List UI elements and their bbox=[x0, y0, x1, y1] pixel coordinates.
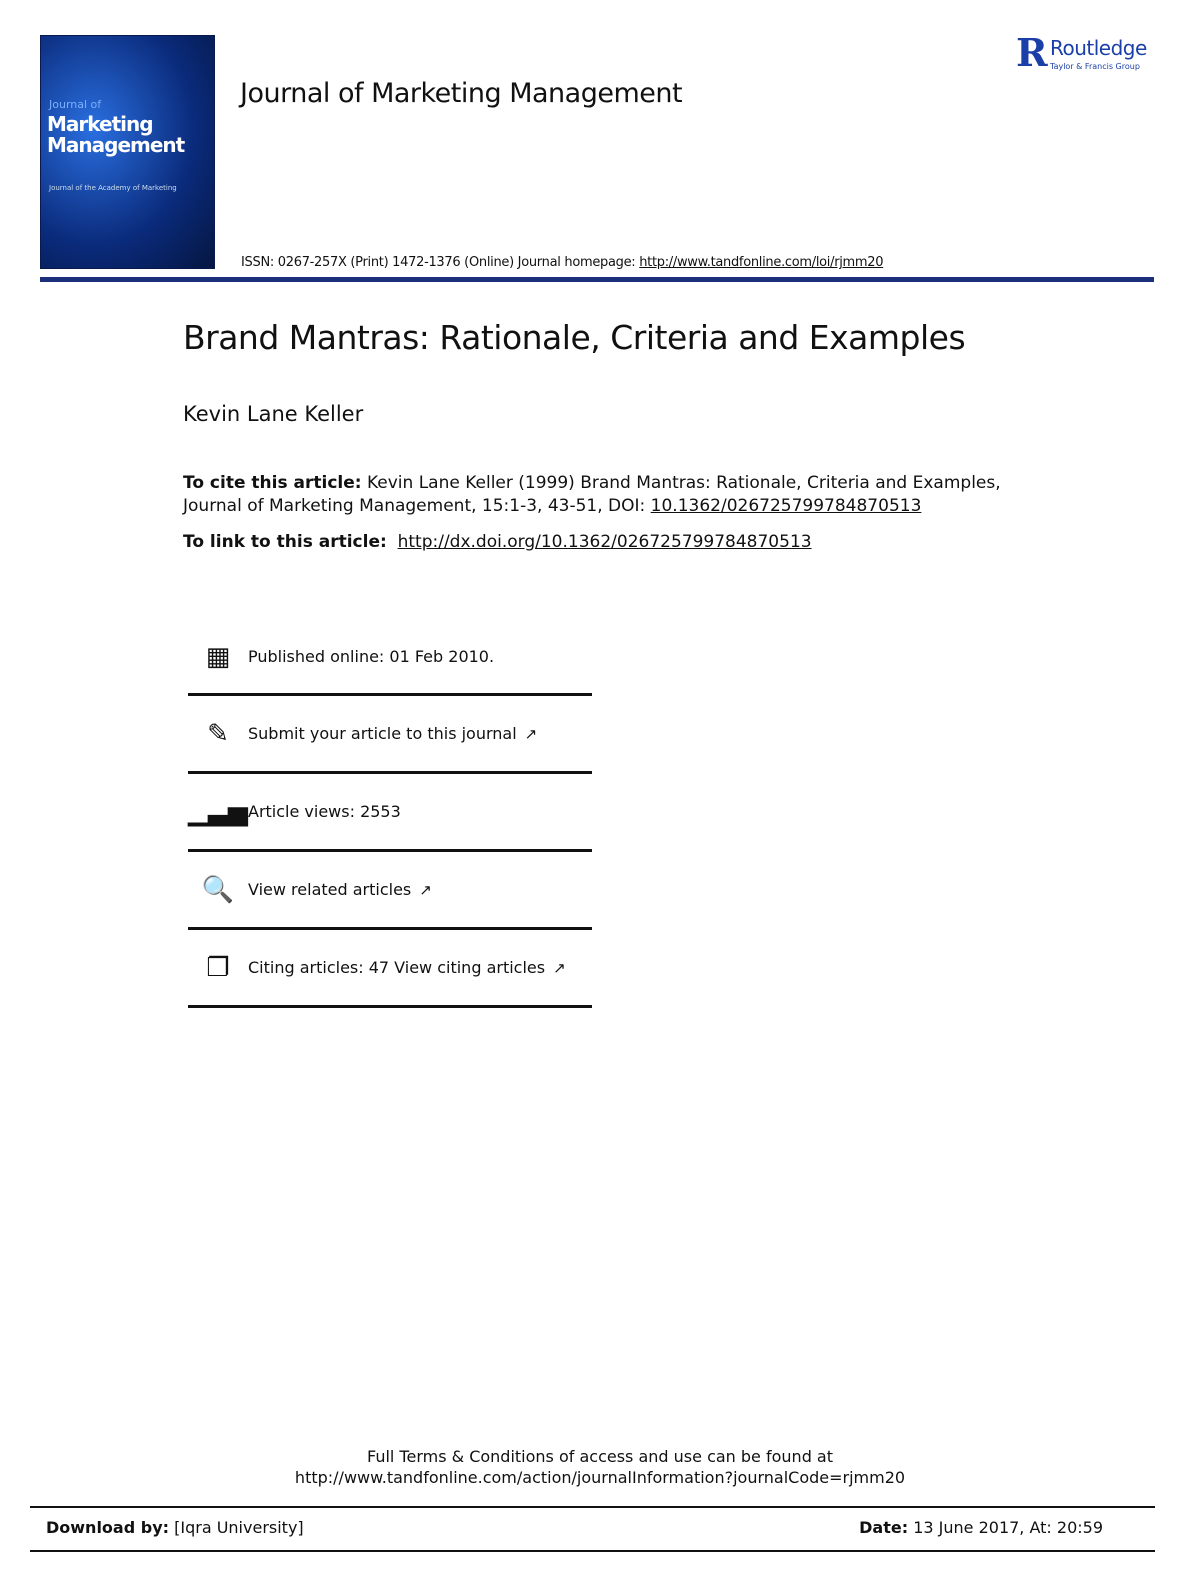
article-title: Brand Mantras: Rationale, Criteria and Examples bbox=[183, 318, 966, 357]
journal-cover-image bbox=[40, 35, 215, 269]
search-document-icon: 🔍 bbox=[201, 874, 235, 905]
article-link-line bbox=[183, 532, 812, 552]
external-link-icon: ↗ bbox=[553, 958, 566, 977]
download-by bbox=[46, 1518, 304, 1537]
published-text: Published online: 01 Feb 2010. bbox=[248, 647, 495, 666]
cite-text: Kevin Lane Keller (1999) Brand Mantras: Rationale, Criteria and Examples, Journal of Marketing Management, 15:1-3, 43-51, DOI: bbox=[183, 473, 1001, 516]
header-rule bbox=[40, 277, 1154, 282]
bar-chart-icon: ▁▃▅ bbox=[188, 796, 248, 827]
article-author: Kevin Lane Keller bbox=[183, 402, 364, 426]
external-link-icon: ↗ bbox=[524, 724, 538, 743]
publisher-name: Routledge bbox=[1050, 36, 1147, 60]
doi-link[interactable]: 10.1362/026725799784870513 bbox=[650, 496, 922, 516]
views-row bbox=[188, 774, 592, 852]
copy-documents-icon: ❐ bbox=[206, 952, 230, 983]
publisher-tagline: Taylor & Francis Group bbox=[1050, 62, 1140, 71]
terms-url[interactable]: http://www.tandfonline.com/action/journalInformation?journalCode=rjmm20 bbox=[294, 1468, 906, 1487]
related-text: View related articles bbox=[248, 880, 412, 899]
download-footer bbox=[30, 1506, 1155, 1552]
download-value: [Iqra University] bbox=[169, 1518, 304, 1537]
download-label: Download by: bbox=[46, 1518, 170, 1537]
issn-line bbox=[241, 255, 883, 270]
submit-text: Submit your article to this journal bbox=[248, 724, 517, 743]
terms-line1: Full Terms & Conditions of access and use can be found at bbox=[366, 1447, 834, 1466]
cover-journal: Journal of bbox=[49, 98, 102, 111]
related-articles-link[interactable] bbox=[188, 852, 592, 930]
date-label: Date: bbox=[859, 1518, 909, 1537]
article-link[interactable]: http://dx.doi.org/10.1362/026725799784870513 bbox=[397, 532, 812, 552]
views-text: Article views: 2553 bbox=[248, 802, 401, 821]
edit-icon: ✎ bbox=[207, 718, 229, 749]
cite-label: To cite this article: bbox=[183, 473, 362, 493]
external-link-icon: ↗ bbox=[419, 880, 432, 899]
download-date bbox=[859, 1518, 1103, 1537]
published-row bbox=[188, 620, 592, 696]
link-label: To link to this article: bbox=[183, 532, 387, 552]
terms-notice bbox=[0, 1446, 1200, 1488]
date-value: 13 June 2017, At: 20:59 bbox=[908, 1518, 1103, 1537]
calendar-icon: ▦ bbox=[205, 641, 231, 672]
cover-name: Marketing Management bbox=[47, 112, 185, 157]
article-meta-list bbox=[188, 620, 592, 1008]
citation bbox=[183, 472, 1003, 518]
issn-text: ISSN: 0267-257X (Print) 1472-1376 (Online) Journal homepage: bbox=[241, 255, 640, 270]
routledge-r-icon: R bbox=[1016, 30, 1048, 75]
citing-text: Citing articles: 47 View citing articles bbox=[248, 958, 546, 977]
citing-articles-link[interactable] bbox=[188, 930, 592, 1008]
journal-homepage-link[interactable]: http://www.tandfonline.com/loi/rjmm20 bbox=[639, 255, 884, 270]
cover-subtitle: Journal of the Academy of Marketing bbox=[49, 184, 177, 192]
submit-article-link[interactable] bbox=[188, 696, 592, 774]
journal-title: Journal of Marketing Management bbox=[240, 78, 683, 109]
